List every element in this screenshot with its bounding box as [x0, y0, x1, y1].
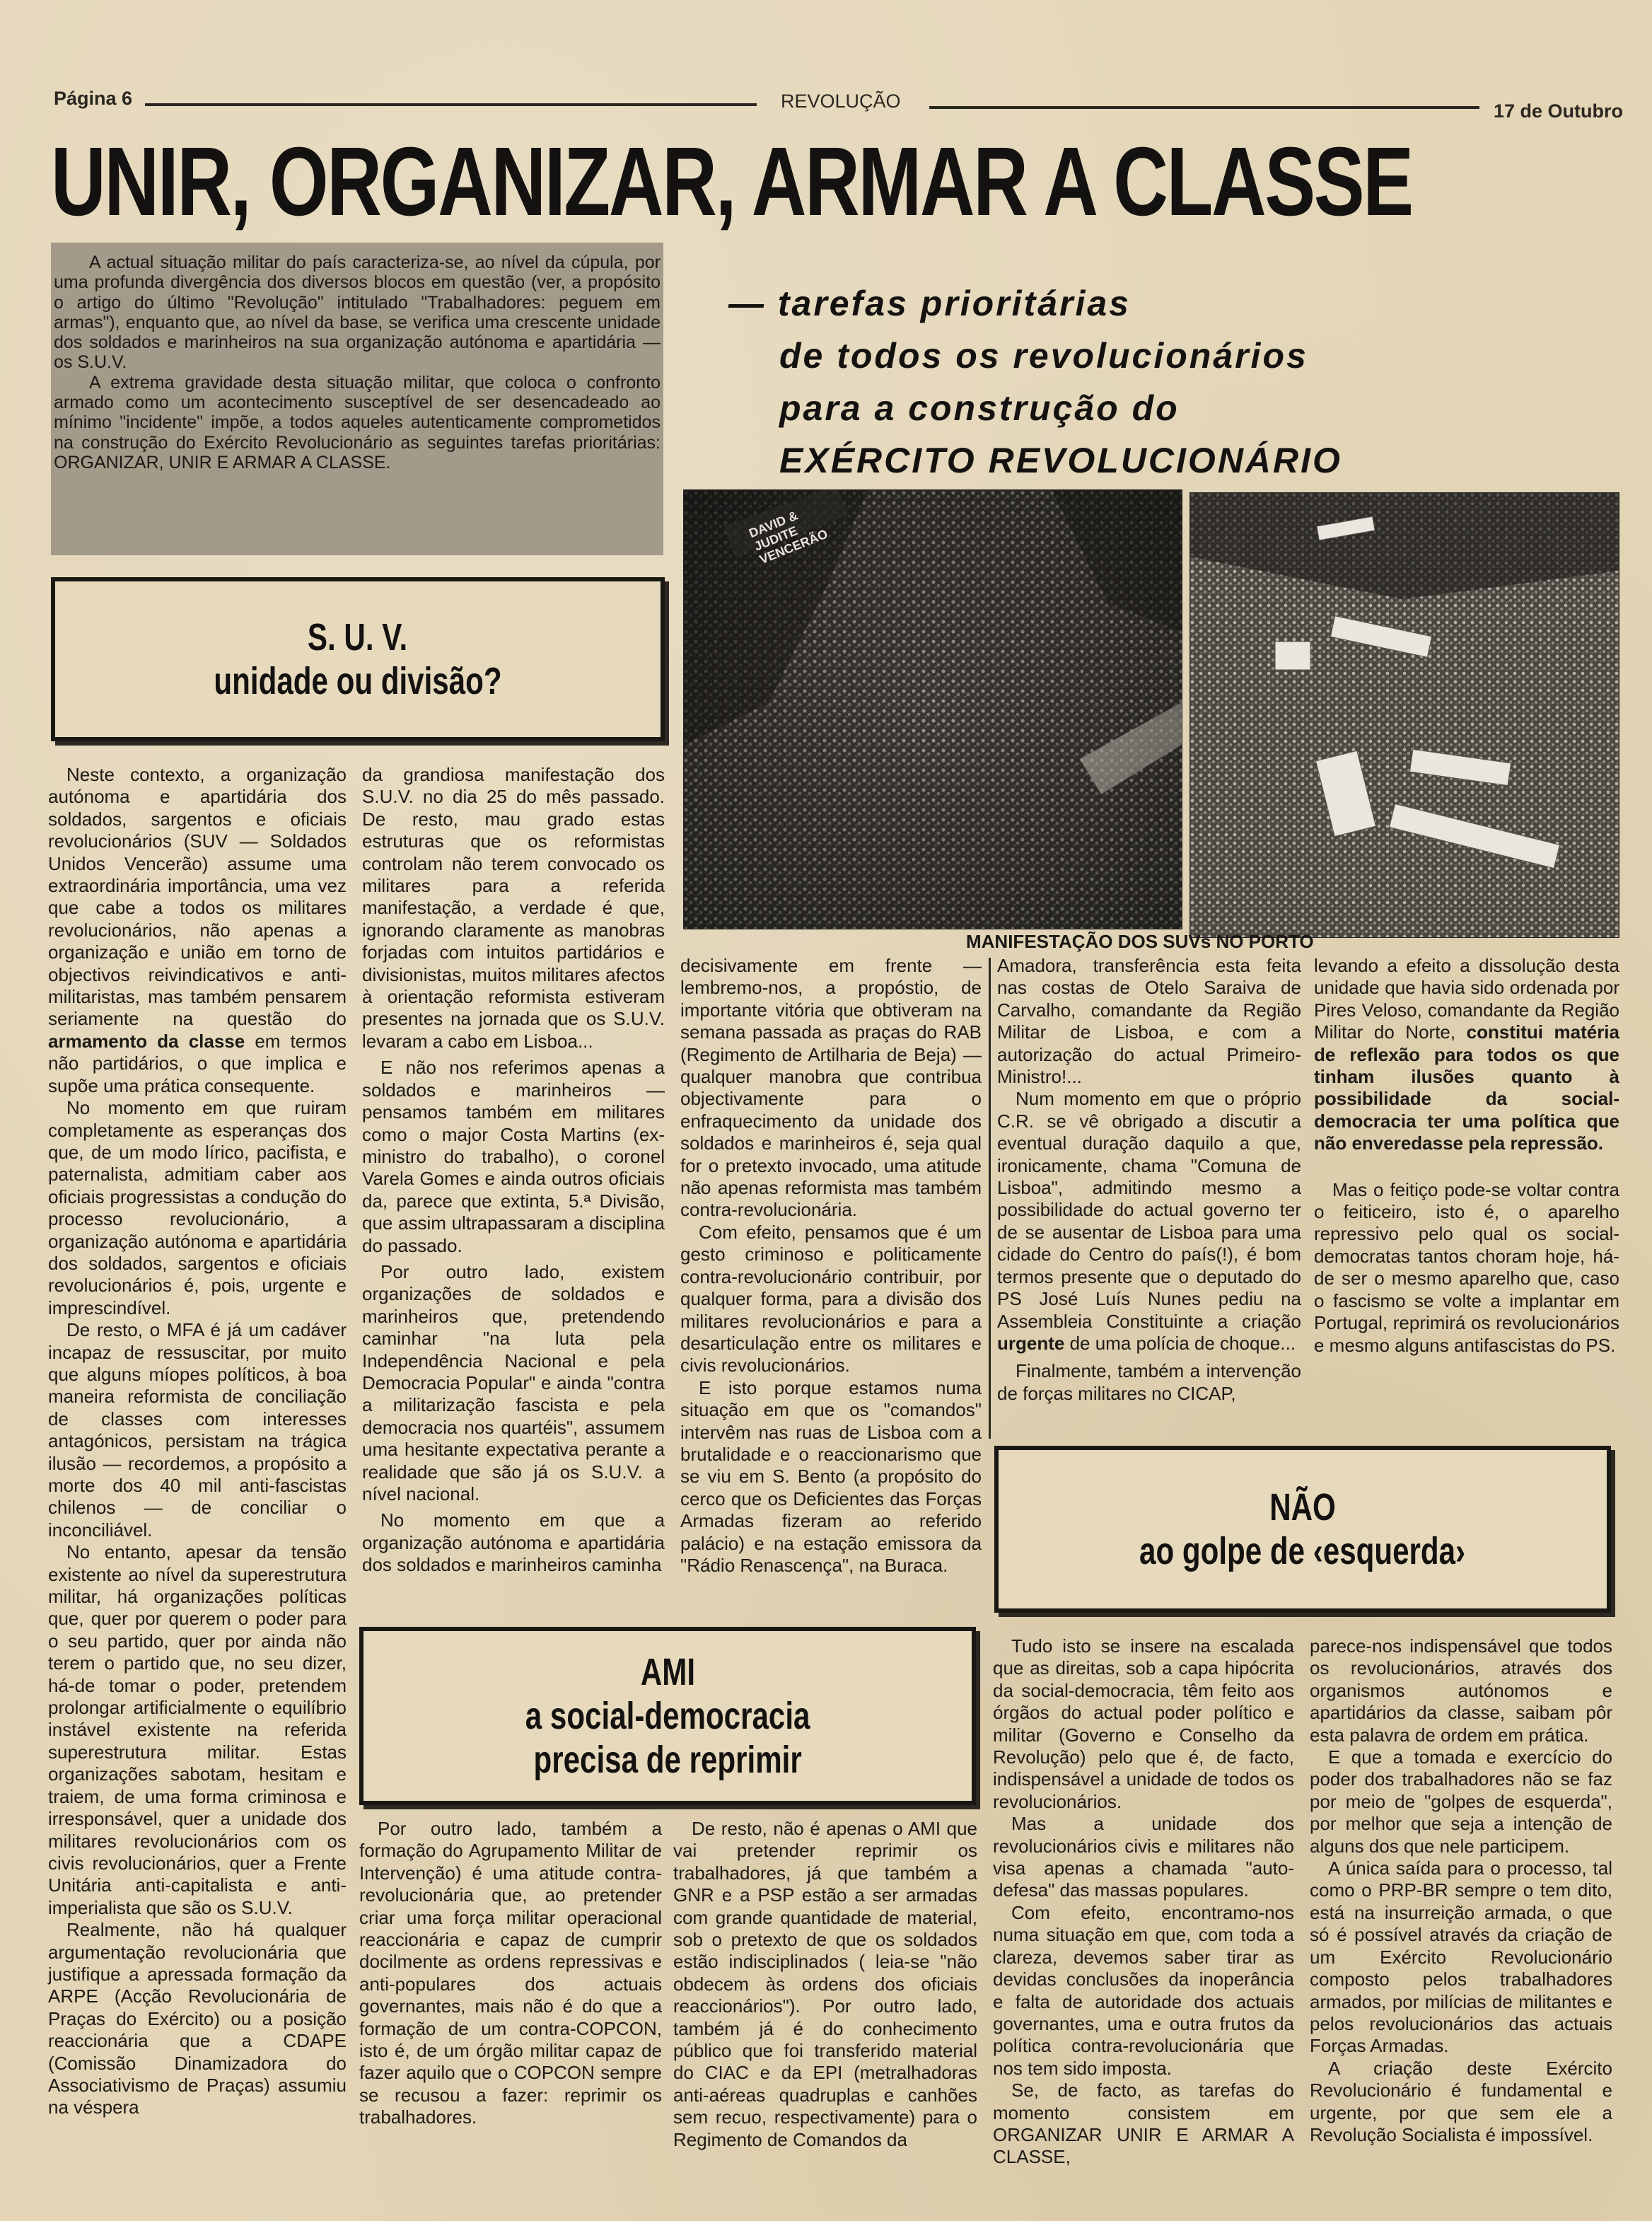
subheadline-line: de todos os revolucionários	[779, 336, 1308, 376]
intro-paragraph: A extrema gravidade desta situação militar, que coloca o confronto armado como um acontecimento susceptível de ser desencadeado ao mínimo "incidente" impõe, a todos aqueles autenticamente comprometidos na construção do Exército Revolucionário as seguintes tarefas prioritárias: ORGANIZAR, UNIR E ARMAR A CLASSE.	[54, 372, 661, 472]
intro-paragraph: A actual situação militar do país caracteriza-se, ao nível da cúpula, por uma profunda divergência dos diversos blocos em questão (ver, a propósito o artigo do último "Revolução" intitulado "Trabalhadores: peguem em armas"), enquanto que, ao nível da base, se verifica uma crescente unidade dos soldados e marinheiros na sua organização autónoma e apartidária — os S.U.V.	[54, 253, 661, 373]
column-paragraph: Realmente, não há qualquer argumentação revolucionária que justifique a apressada formação da ARPE (Acção Revolucionária de Praças do Exército) ou a posição reaccionária que a CDAPE (Comissão Dinamizadora do Associativismo de Praças) assumiu na véspera	[48, 1919, 347, 2118]
column-paragraph	[997, 1088, 1301, 1355]
issue-date: 17 de Outubro	[1494, 100, 1624, 122]
column-text: em termos não partidários, o que implica e supõe uma prática consequente.	[48, 1030, 347, 1096]
article-column-6	[359, 1818, 662, 2129]
box-nao-line: ao golpe de ‹esquerda›	[1139, 1530, 1466, 1572]
column-rule	[989, 958, 991, 1439]
column-paragraph: Com efeito, encontramo-nos numa situação em que, com toda a clareza, devemos saber tirar as devidas conclusões da inoperância e falta de autoridade dos actuais governantes, uma e outra frutos da política contra-revolucionária que nos tem sido imposta.	[993, 1901, 1294, 2079]
page-number: Página 6	[54, 88, 133, 109]
column-paragraph: Se, de facto, as tarefas do momento consistem em ORGANIZAR UNIR E ARMAR A CLASSE,	[993, 2080, 1294, 2168]
box-nao-headline	[994, 1446, 1611, 1613]
demonstration-photo-right	[1189, 492, 1619, 938]
newspaper-name: REVOLUÇÃO	[781, 91, 901, 112]
column-paragraph: Tudo isto se insere na escalada que as direitas, sob a capa hipócrita da social-democracia, têm feito aos órgãos do actual poder político e militar (Governo e Conselho da Revolução) pelo que é, de facto, indispensável a unidade de todos os revolucionários.	[993, 1635, 1294, 1812]
article-column-8	[993, 1635, 1294, 2169]
column-paragraph: Com efeito, pensamos que é um gesto criminoso e politicamente contra-revolucionário contribuir, por qualquer forma, para a divisão dos militares revolucionários e para a desarticulação entre os militares e civis revolucionários.	[680, 1221, 982, 1376]
column-emphasis: constitui matéria de reflexão para todos os que tinham ilusões quanto à possibilidade da social-democracia ter uma política que não enveredasse pela repressão.	[1314, 1021, 1619, 1154]
header-rule-left	[145, 103, 757, 106]
column-paragraph: A única saída para o processo, tal como o PRP-BR sempre o tem dito, está na insurreição armada, o que só é possível através da criação de um Exército Revolucionário composto pelos trabalhadores armados, por milícias de militantes e pelos revolucionários das actuais Forças Armadas.	[1310, 1857, 1612, 2057]
subheadline-line: para a construção do	[779, 388, 1180, 428]
column-paragraph: No momento em que ruiram completamente as esperanças dos que, de um modo lírico, pacifista, e paternalista, admitiam caber aos oficiais progressistas a condução do processo revolucionário, a organização autónoma e apartidária dos soldados, sargentos e oficiais revolucionários é, pois, urgente e imprescindível.	[48, 1097, 347, 1318]
intro-box	[51, 243, 663, 555]
box-ami-headline	[359, 1627, 976, 1805]
subheadline	[728, 277, 1577, 487]
box-nao-line: NÃO	[1269, 1486, 1336, 1529]
article-column-1	[48, 764, 347, 2119]
header-rule-right	[929, 106, 1479, 109]
column-paragraph: Amadora, transferência esta feita nas costas de Otelo Saraiva de Carvalho, comandante da Região Militar de Lisboa, e com a autorização do actual Primeiro-Ministro!...	[997, 955, 1301, 1088]
column-text: Neste contexto, a organização autónoma e apartidária dos soldados, sargentos e oficiais revolucionários (SUV — Soldados Unidos Vencerão) assume uma extraordinária importância, uma vez que cabe a todos os militares revolucionários, não apenas a organização e união em torno de objectivos reivindicativos e anti-militaristas, mas também pensarem seriamente na questão do	[48, 764, 347, 1030]
column-paragraph: De resto, o MFA é já um cadáver incapaz de ressuscitar, por muito que alguns míopes políticos, à boa maneira reformista de conciliação de classes com interesses antagónicos, persistam na trágica ilusão — recordemos, a propósito a morte dos 40 mil anti-fascistas chilenos — de conciliar o inconciliável.	[48, 1319, 347, 1541]
column-paragraph: da grandiosa manifestação dos S.U.V. no dia 25 do mês passado. De resto, mau grado estas estruturas que os reformistas controlam não terem convocado os militares para a referida manifestação, a verdade é que, ignorando claramente as manobras forjadas com intuitos partidários e divisionistas, muitos militares afectos à orientação reformista estiveram presentes na jornada que os S.U.V. levaram a cabo em Lisboa...	[362, 764, 665, 1052]
article-column-5	[1314, 955, 1619, 1357]
column-paragraph: parece-nos indispensável que todos os revolucionários, através dos organismos autónomos e apartidários da classe, saibam pôr esta palavra de ordem em prática.	[1310, 1635, 1612, 1746]
column-paragraph: De resto, não é apenas o AMI que vai pretender reprimir os trabalhadores, já que também a GNR e a PSP estão a ser armadas com grande quantidade de material, sob o pretexto de que os soldados estão indisciplinados ( leia-se "não obdecem às ordens dos oficiais reaccionários"). Por outro lado, também já é do conhecimento público que foi transferido material do CIAC e da EPI (metralhadoras anti-aéreas quadruplas e canhões sem recuo, respectivamente) para o Regimento de Comandos da	[673, 1818, 977, 2150]
subheadline-line: — tarefas prioritárias	[728, 284, 1131, 323]
column-paragraph: E isto porque estamos numa situação em que os "comandos" intervêm nas ruas de Lisboa com a brutalidade e o reaccionarismo que se viu em S. Bento (a propósito do cerco que os Deficientes das Forças Armadas fizeram ao referido palácio) e na estação emissora da "Rádio Renascença", na Buraca.	[680, 1376, 982, 1576]
box-ami-line: a social-democracia	[525, 1695, 810, 1737]
box-suv-line: unidade ou divisão?	[214, 660, 502, 702]
article-column-3	[680, 955, 982, 1577]
main-headline: UNIR, ORGANIZAR, ARMAR A CLASSE	[51, 127, 1412, 236]
article-column-4	[997, 955, 1301, 1405]
column-text: Num momento em que o próprio C.R. se vê obrigado a discutir a eventual duração daquilo a que, ironicamente, chama "Comuna de Lisboa", admitindo mesmo a possibilidade do actual governo ter de se ausentar de Lisboa para uma cidade do Centro do país(!), é bom termos presente que o deputado do PS José Luís Nunes pediu na Assembleia Constituinte a criação	[997, 1088, 1301, 1332]
column-paragraph: Por outro lado, existem organizações de soldados e marinheiros que, pretendendo caminhar "na luta pela Independência Nacional e pela Democracia Popular" e ainda "contra a militarização fascista e pela democracia nos quartéis", assumem uma hesitante expectativa perante a realidade que são já os S.U.V. a nível nacional.	[362, 1260, 665, 1504]
column-paragraph: A criação deste Exército Revolucionário é fundamental e urgente, por que sem ele a Revolução Socialista é impossível.	[1310, 2057, 1612, 2145]
photo-banner-text: DAVID & JUDITE VENCERÃO	[747, 508, 830, 567]
column-paragraph: Finalmente, também a intervenção de forças militares no CICAP,	[997, 1360, 1301, 1404]
column-paragraph: Mas a unidade dos revolucionários civis e militares não visa apenas a chamada "auto-defesa" das massas populares.	[993, 1813, 1294, 1901]
column-paragraph: Por outro lado, também a formação do Agrupamento Militar de Intervenção) é uma atitude contra-revolucionária que, ao pretender criar uma força militar operacional reaccionária e capaz de cumprir docilmente as ordens repressivas e anti-populares dos actuais governantes, mais não é do que a formação de um contra-COPCON, isto é, de um órgão militar capaz de fazer aquilo que o COPCON sempre se recusou a fazer: reprimir os trabalhadores.	[359, 1818, 662, 2128]
article-column-2	[362, 764, 665, 1577]
article-column-9	[1310, 1635, 1612, 2146]
box-ami-line: AMI	[640, 1651, 695, 1693]
box-ami-line: precisa de reprimir	[533, 1739, 802, 1781]
column-paragraph: E que a tomada e exercício do poder dos trabalhadores não se faz por meio de "golpes de esquerda", por melhor que seja a intenção de alguns dos que nele participem.	[1310, 1746, 1612, 1857]
subheadline-line: EXÉRCITO REVOLUCIONÁRIO	[779, 441, 1342, 480]
column-paragraph: No entanto, apesar da tensão existente ao nível da superestrutura militar, há organizações políticas que, quer por querem o poder para o seu partido, quer por ainda não terem o partido que, no seu dizer, há-de tomar o poder, pretendem prolongar artificialmente o equilíbrio instável existente na referida superestrutura militar. Estas organizações sabotam, hesitam e traiem, de uma forma criminosa e irresponsável, quer a unidade dos militares revolucionários com os civis revolucionários, quer a Frente Unitária anti-capitalista e anti-imperialista que são os S.U.V.	[48, 1541, 347, 1918]
column-paragraph: No momento em que a organização autónoma e apartidária dos soldados e marinheiros caminha	[362, 1509, 665, 1576]
column-paragraph: decisivamente em frente — lembremo-nos, a propóstio, de importante vitória que obtiveram na semana passada as praças do RAB (Regimento de Artilharia de Beja) — qualquer manobra que contribua objectivamente para o enfraquecimento da unidade dos soldados e marinheiros é, seja qual for o pretexto invocado, uma atitude não apenas reformista mas também contra-revolucionária.	[680, 955, 982, 1221]
demonstration-photo-left	[683, 489, 1182, 929]
article-column-7	[673, 1818, 977, 2151]
box-suv-headline	[51, 577, 665, 741]
column-text: de uma polícia de choque...	[1069, 1332, 1296, 1354]
column-paragraph	[48, 764, 347, 1097]
column-text: levando a efeito a dissolução desta unidade que havia sido ordenada por Pires Veloso, comandante da Região Militar do Norte,	[1314, 955, 1619, 1043]
column-paragraph: E não nos referimos apenas a soldados e marinheiros — pensamos também em militares como o major Costa Martins (ex-ministro do trabalho), o coronel Varela Gomes e ainda outros oficiais da, parece que extinta, 5.ª Divisão, que assim ultrapassaram a disciplina do passado.	[362, 1057, 665, 1256]
column-emphasis: armamento da classe	[48, 1030, 245, 1052]
column-paragraph	[1314, 955, 1619, 1155]
column-emphasis: urgente	[997, 1332, 1065, 1354]
crowd-image-right	[1190, 493, 1619, 937]
photo-caption: MANIFESTAÇÃO DOS SUVs NO PORTO	[966, 931, 1314, 952]
box-suv-line: S. U. V.	[308, 616, 408, 659]
column-paragraph: Mas o feitiço pode-se voltar contra o feiticeiro, isto é, o aparelho repressivo pelo qual os social-democratas tantos choram hoje, há-de ser o mesmo aparelho que, caso o fascismo se volte a implantar em Portugal, reprimirá os revolucionários e mesmo alguns antifascistas do PS.	[1314, 1178, 1619, 1356]
